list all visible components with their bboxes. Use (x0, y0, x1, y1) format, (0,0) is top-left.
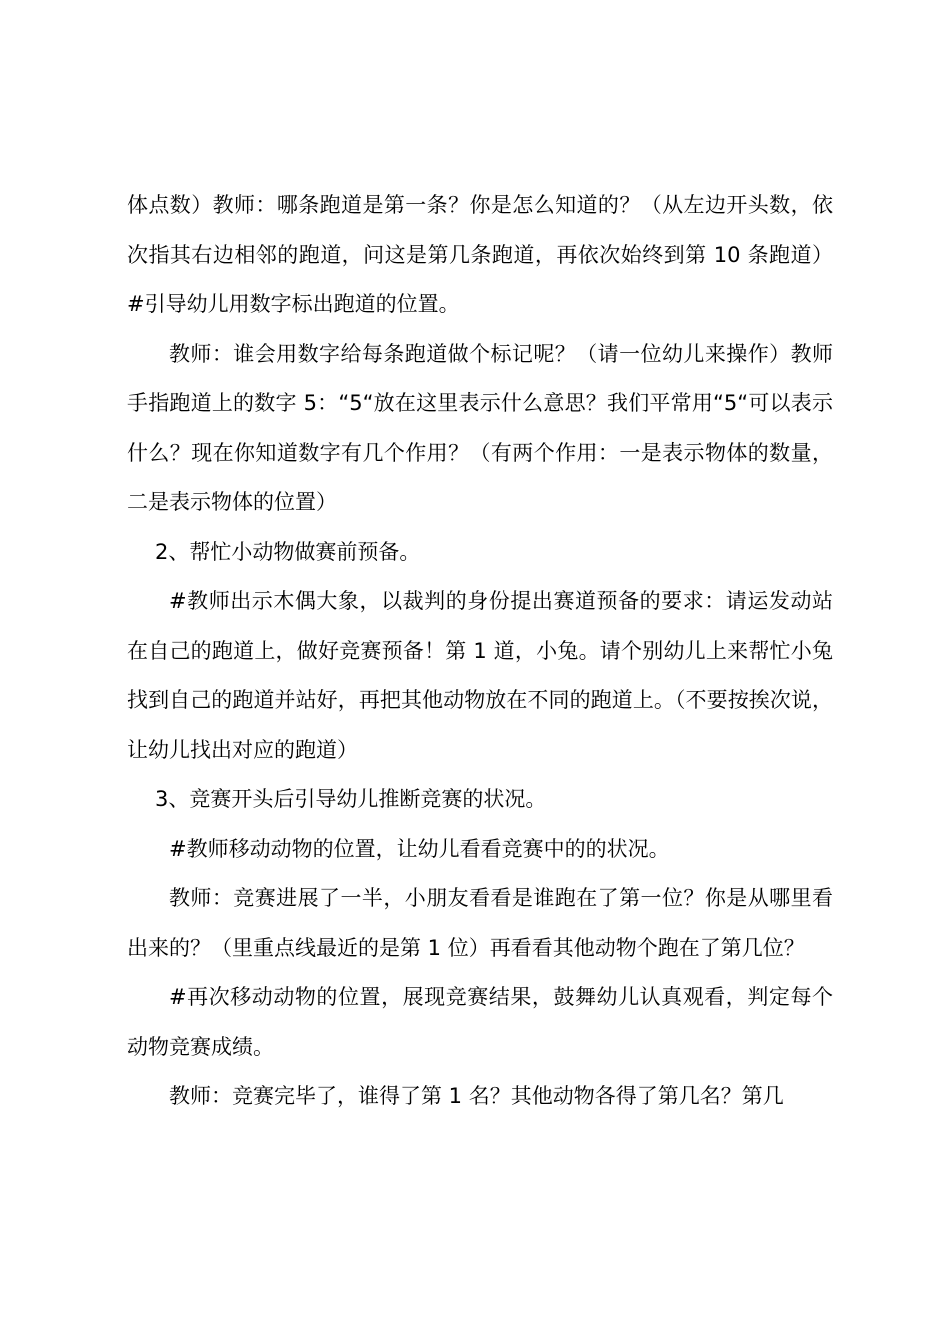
paragraph-preparation: #教师出示木偶大象，以裁判的身份提出赛道预备的要求：请运发动站在自己的跑道上，做好竞赛预备！第 1 道，小兔。请个别幼儿上来帮忙小兔找到自己的跑道并站好，再把其他动物放在不同的跑道上。（不要按挨次说，让幼儿找出对应的跑道） (127, 589, 833, 762)
section-heading-3: 3、竞赛开头后引导幼儿推断竞赛的状况。 (155, 787, 547, 811)
section-heading-2: 2、帮忙小动物做赛前预备。 (155, 539, 421, 564)
paragraph-continuation: 体点数）教师：哪条跑道是第一条？你是怎么知道的？（从左边开头数，依次指其右边相邻的跑道，问这是第几条跑道，再依次始终到第 10 条跑道）#引导幼儿用数字标出跑道的位置。 (127, 193, 833, 316)
document-body (127, 181, 833, 1122)
paragraph-halfway: 教师：竞赛进展了一半，小朋友看看是谁跑在了第一位？你是从哪里看出来的？（里重点线最近的是第 1 位）再看看其他动物个跑在了第几位？ (127, 886, 833, 960)
paragraph-finish: 教师：竞赛完毕了，谁得了第 1 名？其他动物各得了第几名？第几 (169, 1084, 784, 1108)
paragraph-move-animals: #教师移动动物的位置，让幼儿看看竞赛中的的状况。 (169, 836, 670, 861)
paragraph-result: #再次移动动物的位置，展现竞赛结果，鼓舞幼儿认真观看，判定每个动物竞赛成绩。 (127, 985, 833, 1059)
paragraph-teacher-marking: 教师：谁会用数字给每条跑道做个标记呢？（请一位幼儿来操作）教师手指跑道上的数字 5：“5“放在这里表示什么意思？我们平常用“5“可以表示什么？现在你知道数字有几个作用？（有两个作用：一是表示物体的数量，二是表示物体的位置） (127, 341, 833, 514)
